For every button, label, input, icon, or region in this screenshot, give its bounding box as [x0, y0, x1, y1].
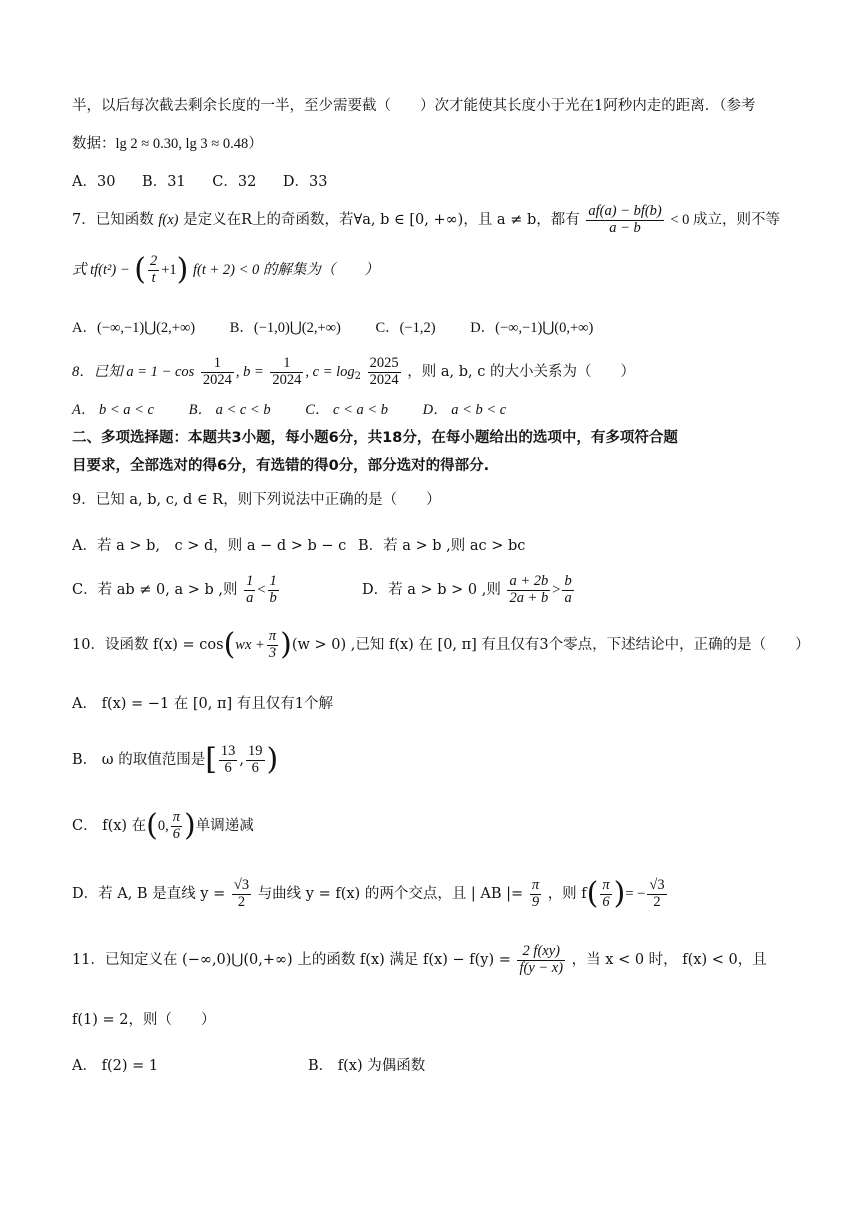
q9-option-d: D．若 a > b > 0 ,则 $\frac{a + 2b}{2a + b}$ > $\frac{b}{a}$: [362, 572, 572, 606]
q11-stem-line2: f(1) = 2，则（ ）: [72, 1012, 216, 1028]
q7-option-b: B．(−1,0)⋃(2,+∞): [229, 320, 341, 336]
q11-option-b: B． f(x) 为偶函数: [308, 1058, 426, 1074]
q7-option-c: C．(−1,2): [375, 320, 436, 336]
q8-option-b: B． a < c < b: [188, 402, 271, 418]
q11-stem-line1: 11．已知定义在 (−∞,0)⋃(0,+∞) 上的函数 f(x) 满足 f(x) − f(y) = $\frac{2 f(xy)}{f(y - x)}$ ，当 x < 0 时， f(x) < 0，且: [72, 942, 767, 976]
q10-option-a: A． f(x) = −1 在 [0, π] 有且仅有1个解: [72, 696, 334, 712]
section2-heading-line1: 二、多项选择题：本题共3小题，每小题6分，共18分，在每小题给出的选项中，有多项符合题: [72, 430, 678, 446]
q7-stem-line1: 7．已知函数 f(x) 是定义在R上的奇函数，若∀a, b ∈ [0, +∞)，且 a ≠ b，都有 $\frac{af(a) - bf(b)}{a - b}$ < 0 成立，则不等: [72, 202, 781, 236]
q7-option-a: A．(−∞,−1)⋃(2,+∞): [72, 320, 196, 336]
q10-stem: 10．设函数 f(x) = cos(wx + $\frac{\pi}{3}$ )(w > 0) ,已知 f(x) 在 [0, π] 有且仅有3个零点，下述结论中，正确的是（ ）: [72, 627, 810, 662]
q10-option-b: B． ω 的取值范围是[ $\frac{13}{6}$ , $\frac{19}{6}$ ): [72, 742, 279, 777]
q8-option-c: C． c < a < b: [305, 402, 389, 418]
q10-option-c: C． f(x) 在(0, $\frac{\pi}{6}$ )单调递减: [72, 808, 254, 843]
q6-option-b: B．31: [142, 174, 186, 190]
q10-option-d: D．若 A, B 是直线 y = $\frac{√3}{2}$ 与曲线 y = f(x) 的两个交点，且 | AB |= $\frac{\pi}{9}$ ，则 f( $\frac{\pi}{6}$ )= − $\frac{√3}{2}$: [72, 876, 665, 911]
q8-stem: 8．已知 a = 1 − cos $\frac{1}{2024}$ , b = $\frac{1}{2024}$ , $c = \log_2$ $\frac{2025}{2024}$ ，则 a, b, c 的大小关系为（ ）: [72, 354, 635, 388]
q6-option-d: D．33: [282, 174, 328, 190]
q6-line1: 半，以后每次截去剩余长度的一半，至少需要截（ ）次才能使其长度小于光在1阿秒内走的距离．（参考: [72, 98, 756, 114]
q7-fraction: $\frac{af(a) - bf(b)}{a - b}$: [588, 202, 662, 236]
q9-option-a: A．若 a > b, c > d，则 a − d > b − c: [72, 538, 347, 554]
q6-option-a: A．30: [72, 174, 116, 190]
q7-options: [72, 318, 593, 338]
q7-option-d: D．(−∞,−1)⋃(0,+∞): [470, 320, 594, 336]
q6-options: [72, 172, 328, 192]
section2-heading-line2: 目要求，全部选对的得6分，有选错的得0分，部分选对的得部分.: [72, 458, 490, 474]
q6-reference-data: lg 2 ≈ 0.30, lg 3 ≈ 0.48: [115, 136, 249, 152]
q9-option-b: B．若 a > b ,则 ac > bc: [358, 538, 526, 554]
q9-option-c: C．若 ab ≠ 0, a > b ,则 $\frac{1}{a}$ < $\frac{1}{b}$: [72, 572, 277, 606]
q8-option-d: D． a < b < c: [422, 402, 507, 418]
q8-options: [72, 400, 506, 420]
q9-stem: 9．已知 a, b, c, d ∈ R，则下列说法中正确的是（ ）: [72, 492, 441, 508]
q7-stem-line2: 式 tf(t²) − ( $\frac{2}{t}$ +1) f(t + 2) < 0 的解集为（ ）: [72, 252, 379, 287]
q11-option-a: A． f(2) = 1: [72, 1058, 159, 1074]
q6-option-c: C．32: [212, 174, 257, 190]
q6-line2: 数据：lg 2 ≈ 0.30, lg 3 ≈ 0.48）: [72, 136, 263, 152]
q8-option-a: A． b < a < c: [72, 402, 154, 418]
